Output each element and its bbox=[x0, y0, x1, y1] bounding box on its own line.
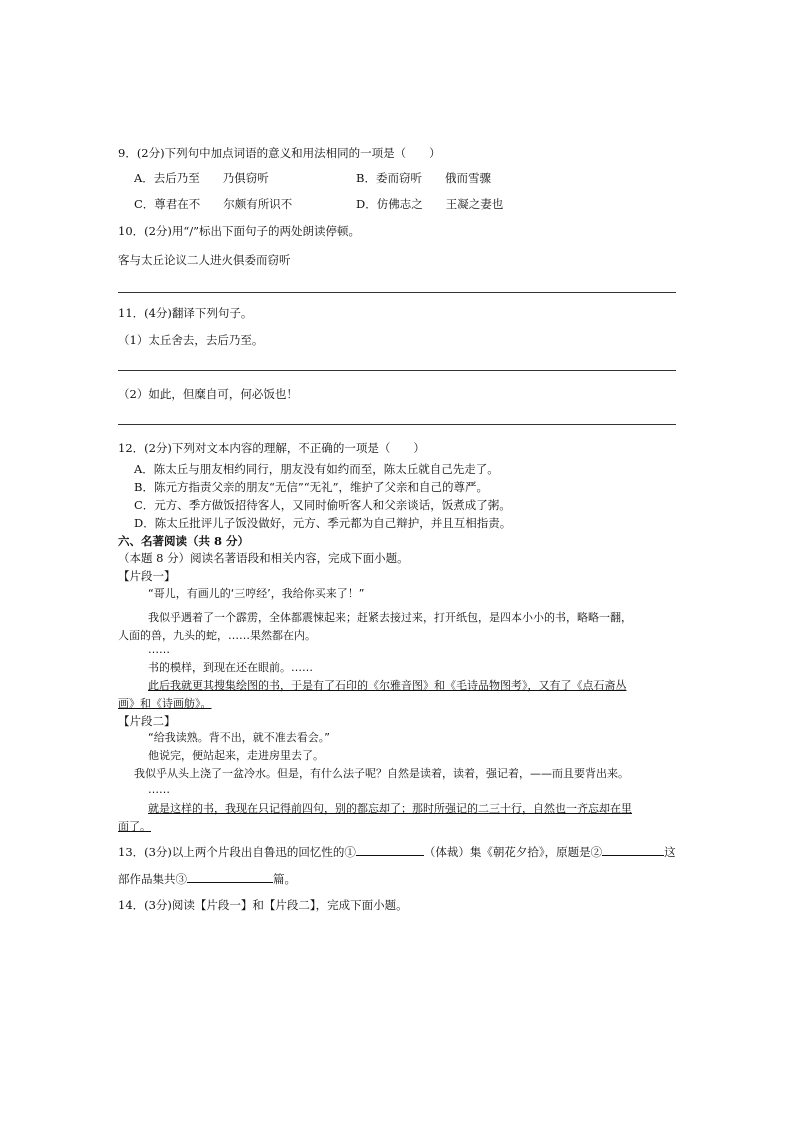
q9-option-b: B．委而窃听 俄而雪骤 bbox=[356, 171, 491, 185]
q13-text-4: 部作品集共③ bbox=[118, 872, 187, 886]
fragment-2-para-2: 他说完，便站起来，走进房里去了。 bbox=[148, 749, 324, 762]
q10-sentence: 客与太丘论议二人进火俱委而窃听 bbox=[118, 253, 291, 267]
q11-answer-line-2[interactable] bbox=[118, 424, 676, 425]
q9-option-d: D．仿佛志之 王凝之妻也 bbox=[356, 197, 504, 211]
fragment-2-ellipsis: …… bbox=[148, 783, 170, 796]
fragment-1-para-2a: 我似乎遇着了一个霹雳，全体都震悚起来；赶紧去接过来，打开纸包，是四本小小的书，略略一翻， bbox=[148, 611, 632, 624]
fragment-2-title: 【片段二】 bbox=[118, 714, 176, 728]
fragment-1-para-4b: 画》和《诗画舫》。 bbox=[118, 697, 212, 710]
q11-sentence-2: （2）如此，但糜自可，何必饭也！ bbox=[118, 387, 298, 401]
fragment-1-para-4a: 此后我就更其搜集绘图的书，于是有了石印的《尔雅音图》和《毛诗品物图考》，又有了《点石斋丛 bbox=[148, 679, 627, 692]
section-heading: 六、名著阅读（共 8 分） bbox=[118, 534, 250, 548]
q12-option-a: A．陈太丘与朋友相约同行，朋友没有如约而至，陈太丘就自己先走了。 bbox=[134, 462, 499, 476]
fragment-1-para-3: 书的模样，到现在还在眼前。…… bbox=[148, 661, 313, 674]
q12-option-d: D．陈太丘批评儿子饭没做好，元方、季元都为自己辩护，并且互相指责。 bbox=[134, 516, 512, 530]
fragment-2-para-4b: 面了。 bbox=[118, 820, 151, 833]
q13-text-2: （体裁）集《朝花夕拾》，原题是② bbox=[423, 845, 603, 859]
q13-blank-3[interactable] bbox=[187, 870, 273, 883]
section-intro: （本题 8 分）阅读名著语段和相关内容，完成下面小题。 bbox=[118, 551, 409, 565]
fragment-2-para-1: “给我读熟。背不出，就不准去看会。” bbox=[148, 731, 330, 744]
q10-stem: 10．(2分)用“/”标出下面句子的两处朗读停顿。 bbox=[118, 224, 361, 238]
q12-option-b: B．陈元方指责父亲的朋友“无信”“无礼”，维护了父亲和自己的尊严。 bbox=[134, 480, 488, 494]
fragment-2-para-3: 我似乎从头上浇了一盆冷水。但是，有什么法子呢？自然是读着，读着，强记着，——而且要背出来。 bbox=[134, 767, 629, 780]
q10-answer-line[interactable] bbox=[118, 292, 676, 293]
q9-option-a: A．去后乃至 乃俱窃听 bbox=[134, 171, 269, 185]
q11-answer-line-1[interactable] bbox=[118, 370, 676, 371]
fragment-1-title: 【片段一】 bbox=[118, 569, 176, 583]
q11-stem: 11．(4分)翻译下列句子。 bbox=[118, 306, 253, 320]
q13-text-1: 13．(3分)以上两个片段出自鲁迅的回忆性的① bbox=[118, 845, 356, 859]
fragment-1-para-1: “哥儿，有画儿的‘三哼经’，我给你买来了！” bbox=[148, 587, 365, 600]
fragment-1-ellipsis: …… bbox=[148, 643, 170, 656]
q9-option-c: C．尊君在不 尔颇有所识不 bbox=[134, 197, 293, 211]
q13-text-3: 这 bbox=[664, 845, 676, 859]
q13-text-5: 篇。 bbox=[273, 872, 296, 886]
q13-line-1 bbox=[118, 843, 676, 860]
q14-stem: 14．(3分)阅读【片段一】和【片段二】，完成下面小题。 bbox=[118, 898, 408, 912]
q12-option-c: C．元方、季方做饭招待客人，又同时偷听客人和父亲谈话，饭煮成了粥。 bbox=[134, 498, 511, 512]
fragment-1-para-2b: 人面的兽，九头的蛇，……果然都在内。 bbox=[118, 629, 316, 642]
q13-blank-2[interactable] bbox=[602, 843, 664, 856]
q13-line-2 bbox=[118, 870, 296, 887]
fragment-2-para-4a: 就是这样的书，我现在只记得前四句，别的都忘却了；那时所强记的二三十行，自然也一齐忘却在里 bbox=[148, 802, 632, 815]
q11-sentence-1: （1）太丘舍去，去后乃至。 bbox=[118, 333, 264, 347]
q9-stem: 9．(2分)下列句中加点词语的意义和用法相同的一项是（ ） bbox=[118, 146, 441, 160]
q13-blank-1[interactable] bbox=[356, 843, 424, 856]
q12-stem: 12．(2分)下列对文本内容的理解，不正确的一项是（ ） bbox=[118, 441, 425, 455]
